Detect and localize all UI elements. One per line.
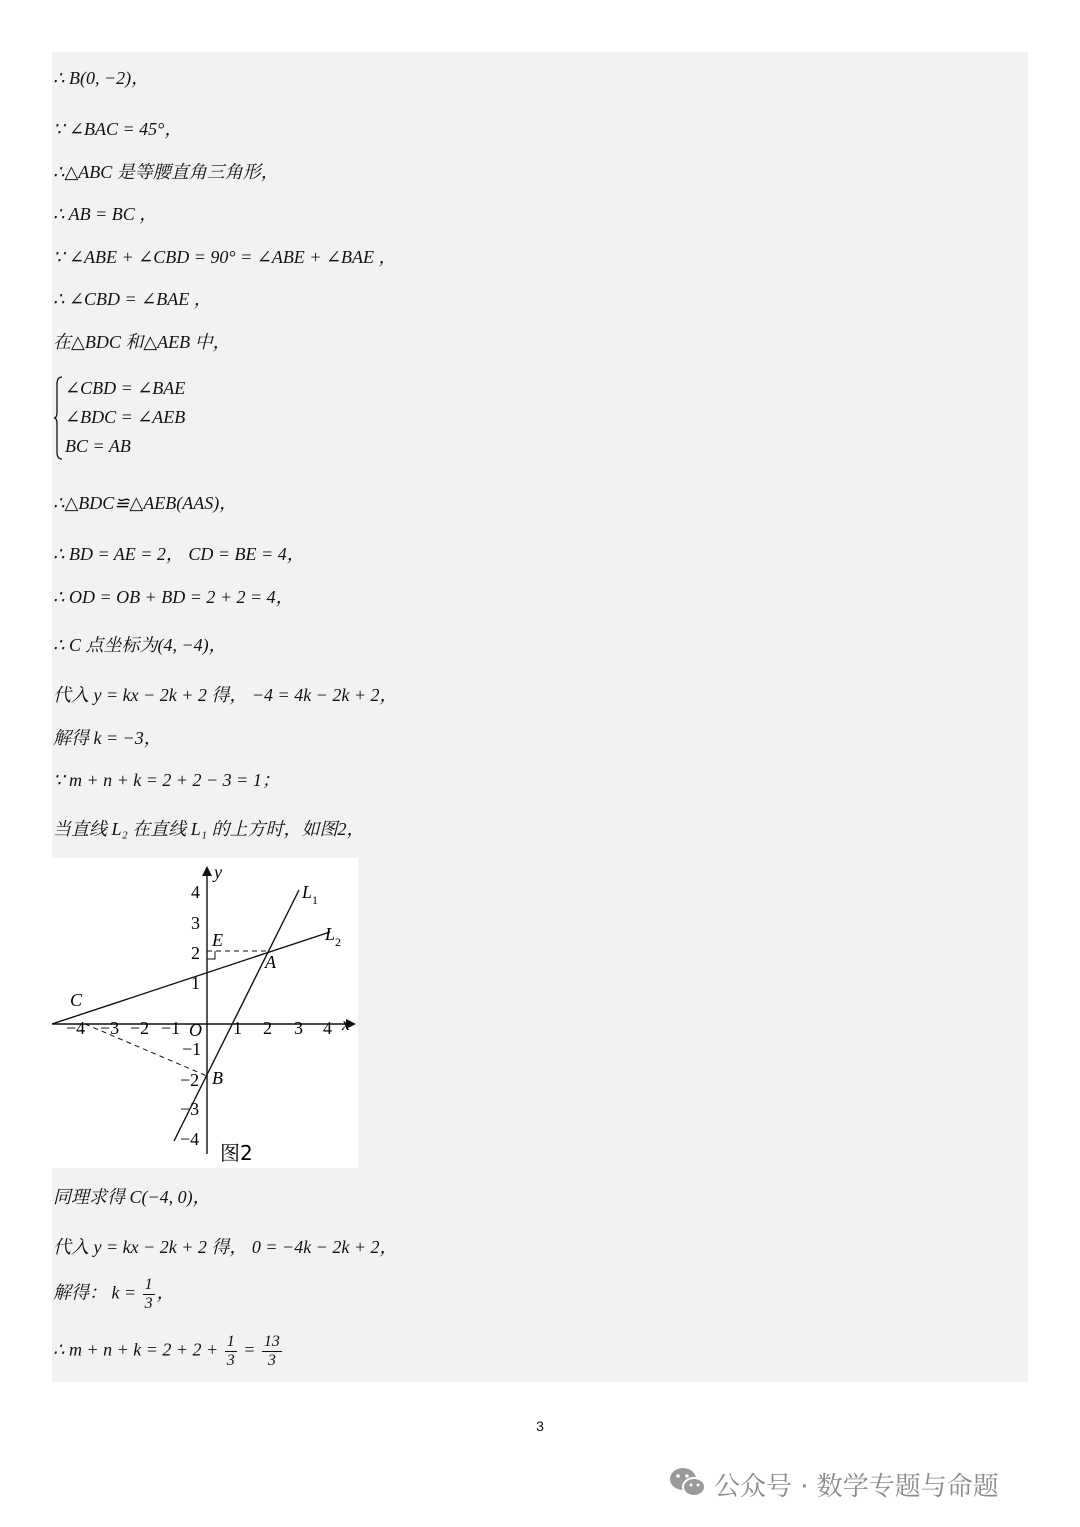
y-tick-label: 2 xyxy=(191,943,200,963)
watermark-text: 公众号 · 数学专题与命题 xyxy=(714,1472,999,1502)
line-l1-label: $L_1$ xyxy=(302,882,319,907)
x-tick-label: 2 xyxy=(263,1018,272,1038)
x-tick-label: −3 xyxy=(100,1018,120,1038)
wechat-icon xyxy=(668,1464,708,1502)
text-line: ∴△BDC≌△AEB(AAS)， xyxy=(53,493,238,513)
y-tick-labels xyxy=(180,882,201,1149)
point-c-label: C xyxy=(70,990,83,1010)
line-l2-label: $L_2$ xyxy=(325,924,342,949)
fraction: $\frac{13}{3}$ xyxy=(263,1333,280,1369)
text-line: 同理求得 C(−4, 0)， xyxy=(53,1187,211,1207)
brace-icon xyxy=(53,376,63,460)
point-a-label: A xyxy=(265,952,276,972)
system-row: ∠CBD = ∠BAE xyxy=(65,378,186,398)
text-line: ∴△ABC 是等腰直角三角形， xyxy=(53,162,279,182)
solve-prefix: 解得： k = xyxy=(53,1282,141,1303)
system-row: BC = AB xyxy=(65,436,131,456)
text-line: 当直线 L₂ 在直线 L₁ 的上方时，如图2， xyxy=(53,819,365,839)
right-angle-mark xyxy=(207,951,215,959)
text-line: ∴ AB = BC ， xyxy=(53,204,158,224)
x-tick-label: −4 xyxy=(66,1018,86,1038)
text-line: ∴ B(0, −2)， xyxy=(53,68,150,88)
text-line: 代入 y = kx − 2k + 2 得， 0 = −4k − 2k + 2， xyxy=(53,1237,398,1257)
coordinate-figure xyxy=(52,858,358,1168)
text-line: ∵ ∠ABE + ∠CBD = 90° = ∠ABE + ∠BAE ， xyxy=(53,247,397,267)
x-tick-label: 3 xyxy=(294,1018,303,1038)
watermark xyxy=(668,1462,1048,1506)
text-line: ∵ m + n + k = 2 + 2 − 3 = 1； xyxy=(53,770,280,790)
text-line: ∴ C 点坐标为(4, −4)， xyxy=(53,635,227,655)
point-e-label: E xyxy=(212,930,223,950)
x-tick-label: 1 xyxy=(233,1018,242,1038)
figure-svg xyxy=(52,858,358,1168)
system-row: ∠BDC = ∠AEB xyxy=(65,407,186,427)
text-line: 代入 y = kx − 2k + 2 得， −4 = 4k − 2k + 2， xyxy=(53,685,398,705)
y-tick-label: 3 xyxy=(191,913,200,933)
origin-label: O xyxy=(189,1020,202,1040)
text-line: ∵ ∠BAC = 45°， xyxy=(53,119,183,139)
x-tick-label: 4 xyxy=(323,1018,332,1038)
point-b-label: B xyxy=(212,1068,223,1088)
fraction: $\frac{1}{3}$ xyxy=(144,1276,153,1312)
y-tick-label: −2 xyxy=(180,1070,200,1090)
y-tick-label: 1 xyxy=(191,973,200,993)
text-line: ∴ ∠CBD = ∠BAE ， xyxy=(53,289,212,309)
y-tick-label: −4 xyxy=(180,1129,200,1149)
x-tick-label: −2 xyxy=(130,1018,150,1038)
text-line: 在△BDC 和△AEB 中， xyxy=(53,332,231,352)
y-tick-label: 4 xyxy=(191,882,200,902)
text-line: ∴ OD = OB + BD = 2 + 2 = 4， xyxy=(53,587,294,607)
figure-caption: 图2 xyxy=(220,1141,253,1165)
fraction: $\frac{1}{3}$ xyxy=(226,1333,235,1369)
y-tick-label: −3 xyxy=(180,1099,200,1119)
final-line: ∴ m + n + k = 2 + 2 + $\frac{1}{3}$ = $\frac{13}{3}$ xyxy=(53,1333,280,1369)
solve-line: 解得： k = $\frac{1}{3}$ ， xyxy=(53,1276,175,1312)
y-axis-label: y xyxy=(214,862,222,882)
x-tick-label: −1 xyxy=(161,1018,181,1038)
y-arrow-icon xyxy=(202,866,212,876)
text-line: ∴ BD = AE = 2， CD = BE = 4， xyxy=(53,544,305,564)
y-tick-label: −1 xyxy=(182,1039,202,1059)
text-line: 解得 k = −3， xyxy=(53,728,162,748)
x-axis-label: x xyxy=(342,1014,350,1034)
page-number: 3 xyxy=(536,1418,544,1434)
